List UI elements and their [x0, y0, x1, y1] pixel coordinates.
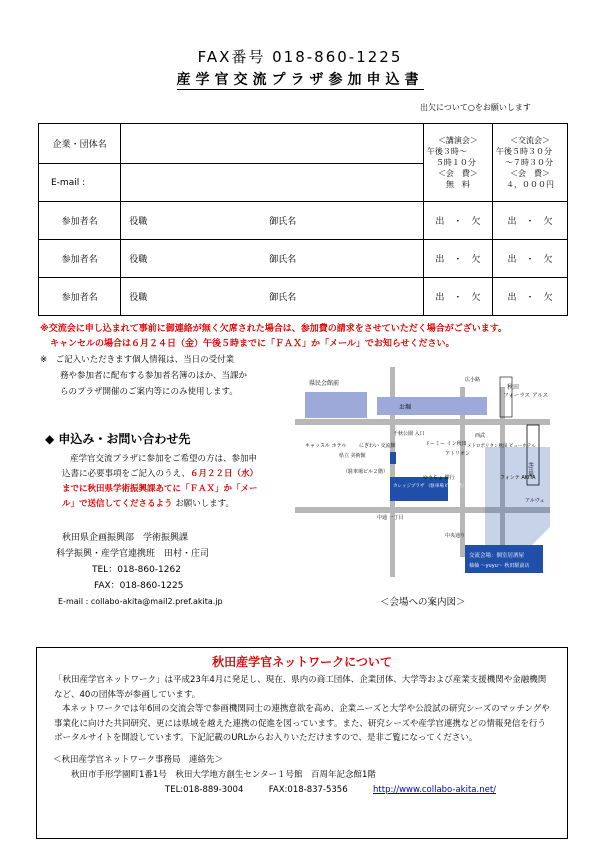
map-label: 県立 美術館: [339, 453, 366, 459]
exchange-attendance[interactable]: 出 ・ 欠: [493, 278, 568, 316]
map-label: ゆうちょ 銀行: [423, 475, 455, 481]
contact-heading: ◆ 申込み・お問い合わせ先: [45, 432, 191, 446]
exchange-attendance[interactable]: 出 ・ 欠: [493, 202, 568, 240]
fax-number: FAX番号 018-860-1225: [197, 48, 403, 66]
contact-department: 秋田県企画振興部 学術振興課 科学振興・産学官連携班 田村・庄司 TEL：018-860-1262 FAX：018-860-1225 E-mail : collabo-akita@mail2.pref.akita.jp: [62, 530, 223, 610]
page-title: 産学官交流プラザ参加申込書: [176, 72, 424, 88]
map-label: 千秋公園 入口: [393, 431, 425, 437]
map-label: メトロポリタン秋田 ビューホテル: [467, 444, 536, 449]
exchange-info: ＜交流会＞ 午後５時３０分 ～７時３０分 ＜会 費＞ ４，０００円: [493, 124, 568, 202]
org-input[interactable]: [121, 124, 424, 164]
attendance-note: 出欠について○をお願いします: [420, 103, 531, 112]
table-row: 参加者名 役職 御氏名 出 ・ 欠 出 ・ 欠: [39, 278, 568, 316]
map-label: アルス: [532, 393, 549, 399]
network-office: ＜秋田産学官ネットワーク事務局 連絡先＞ 秋田市手形学園町1番1号 秋田大学地方創生センター１号館 百周年記念館1階 TEL:018-889-3004 FAX:018-837-5356 http://www.collabo-akita.net/: [53, 755, 497, 795]
lecture-attendance[interactable]: 出 ・ 欠: [423, 202, 492, 240]
map-label: フォーラス: [503, 393, 531, 399]
contact-text: 産学官交流プラザに参加をご希望の方は、参加申 込書に必要事項をご記入のうえ、６月２２日（水） までに秋田県学術振興課あてに「ＦＡＸ」か「メー ル」で送信してくださるよう お願いします。: [62, 454, 259, 509]
network-body: 「秋田産学官ネットワーク」は平成23年4月に発足し、現在、県内の商工団体、企業団体、大学等および産業支援機関や金融機関など、40の団体等が参画しています。 本ネットワークでは年6回の交流会等で参画機関同士の連携意欲を高め、企業ニーズと大学や公設試の研究シーズのマッチングや事業化に向けた共同研究、更には県域を越えた連携の促進を図っています。また、研究シーズや産学官連携などの情報発信を行うポータルサイトを開設しています。下記記載のURLからお入りいただけますので、是非ご覧になってください。: [54, 675, 550, 743]
table-row: 参加者名 役職 御氏名 出 ・ 欠 出 ・ 欠: [39, 202, 568, 240]
map-label: 広小路: [465, 377, 481, 383]
participant-input[interactable]: 役職 御氏名: [121, 278, 424, 316]
lecture-info: ＜講演会＞ 午後３時～ ５時１０分 ＜会 費＞ 無 料: [423, 124, 492, 202]
map-label: にぎわい 交流館: [359, 443, 396, 449]
lecture-attendance[interactable]: 出 ・ 欠: [423, 278, 492, 316]
table-row: 参加者名 役職 御氏名 出 ・ 欠 出 ・ 欠: [39, 240, 568, 278]
contact-email[interactable]: E-mail : collabo-akita@mail2.pref.akita.jp: [58, 597, 223, 606]
map-label: フォンテ AKITA: [500, 475, 536, 481]
network-box: [36, 647, 568, 839]
network-url-link[interactable]: http://www.collabo-akita.net/: [373, 785, 497, 795]
warning-absence: ※交流会に申し込まれて事前に御連絡が無く欠席された場合は、参加費の請求をさせていただく場合がございます。: [40, 324, 508, 334]
map-label: ドーミー イン秋田: [425, 441, 467, 447]
map-label: 県民会館前: [309, 380, 340, 387]
map-label: （駐車場ビル２階）: [343, 469, 389, 475]
map-label: 中央通り: [445, 533, 466, 539]
application-form: [38, 123, 568, 316]
map-label: お堀: [399, 404, 412, 411]
map-label: アルヴェ: [525, 498, 545, 504]
map-label: 西武: [475, 433, 486, 439]
privacy-note: ※ ご記入いただきます個人情報は、当日の受付業 務や参加者に配布する参加者名簿のほか、当課か らのプラザ開催のご案内等にのみ使用します。: [40, 355, 248, 397]
map-caption: ＜会場への案内図＞: [380, 597, 466, 608]
participant-input[interactable]: 役職 御氏名: [121, 202, 424, 240]
map-label: 秋田: [507, 384, 520, 391]
org-label: 企業・団体名: [39, 124, 121, 164]
venue-map: [295, 367, 550, 577]
map-label: カレッジプラザ （駐車場ビル２階）: [393, 484, 467, 489]
email-input[interactable]: [121, 164, 424, 202]
email-label: E-mail :: [39, 164, 121, 202]
exchange-attendance[interactable]: 出 ・ 欠: [493, 240, 568, 278]
map-label: 秋田駅: [527, 462, 533, 478]
network-title: 秋田産学官ネットワークについて: [212, 655, 392, 669]
lecture-attendance[interactable]: 出 ・ 欠: [423, 240, 492, 278]
network-tel: TEL:018-889-3004: [165, 785, 244, 795]
map-venue-label: 柚柚 ～yuyu～ 秋田駅前店: [469, 563, 530, 569]
map-label: アトリオン: [445, 451, 470, 457]
participant-input[interactable]: 役職 御氏名: [121, 240, 424, 278]
warning-cancel: キャンセルの場合は６月２４日（金）午後５時までに「ＦＡＸ」か「メール」でお知らせください。: [50, 339, 455, 349]
map-venue-label: 交流会場：個室居酒屋: [469, 553, 525, 559]
network-fax: FAX:018-837-5356: [268, 785, 348, 795]
map-label: 中通 一丁目: [377, 515, 404, 521]
map-label: キャッスル ホテル: [305, 443, 347, 449]
